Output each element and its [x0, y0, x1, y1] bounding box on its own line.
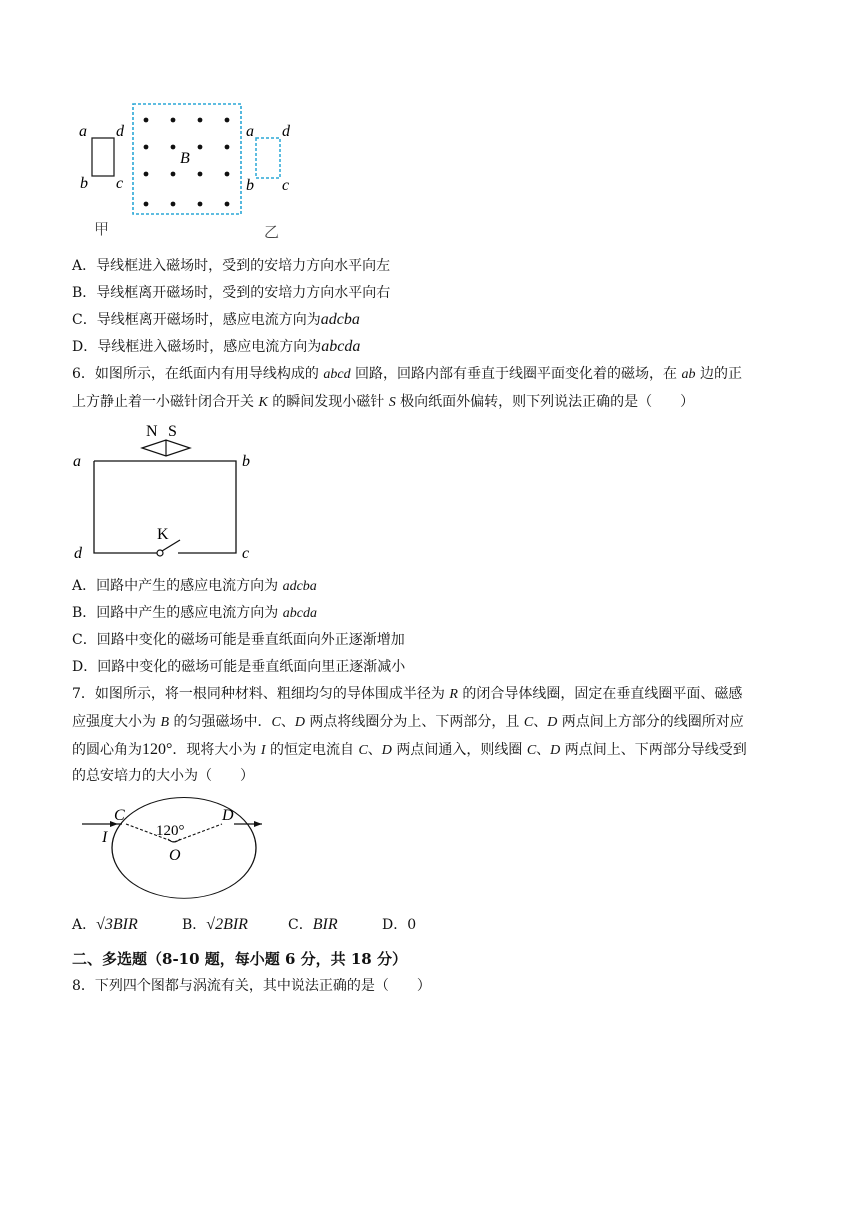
q7-stem-line3: 的圆心角为120°．现将大小为 I 的恒定电流自 C、D 两点间通入，则线圈 C、D 两点间上、下两部分导线受到 [72, 741, 747, 758]
q6-stem-line1: 6．如图所示，在纸面内有用导线构成的 abcd 回路，回路内部有垂直于线圈平面变化着的磁场，在 ab 边的正 [72, 366, 742, 382]
q5-option-d: D．导线框进入磁场时，感应电流方向为abcda [72, 338, 361, 355]
q5-option-c: C．导线框离开磁场时，感应电流方向为adcba [72, 311, 360, 328]
magnet-s-label: S [168, 423, 177, 440]
field-label-b: B [180, 150, 190, 167]
q6-option-a: A．回路中产生的感应电流方向为 adcba [72, 578, 317, 594]
q6-option-b: B．回路中产生的感应电流方向为 abcda [72, 605, 317, 621]
q7-options-row [72, 915, 416, 935]
corner-label-d: d [74, 545, 82, 562]
q7-option-b: B．√2BIR [182, 916, 248, 933]
label-b-right: b [246, 177, 254, 194]
label-a-left: a [79, 123, 87, 140]
q7-stem-line2: 应强度大小为 B 的匀强磁场中．C、D 两点将线圈分为上、下两部分，且 C、D 两点间上方部分的线圈所对应 [72, 714, 744, 730]
output-arrow [254, 821, 262, 827]
q6-option-c: C．回路中变化的磁场可能是垂直纸面向外正逐渐增加 [72, 632, 405, 648]
corner-label-c: c [242, 545, 250, 562]
current-label-i: I [102, 829, 108, 846]
magnet-n-label: N [146, 423, 158, 440]
wire-frame-left [92, 138, 114, 176]
q5-option-a: A．导线框进入磁场时，受到的安培力方向水平向左 [72, 258, 391, 274]
q8-stem: 8．下列四个图都与涡流有关，其中说法正确的是（ ） [72, 978, 431, 994]
corner-label-a: a [73, 453, 81, 470]
figure-q6 [70, 416, 270, 564]
q7-stem-line1: 7．如图所示，将一根同种材料、粗细均匀的导体围成半径为 R 的闭合导体线圈，固定在垂直线圈平面、磁感 [72, 686, 743, 702]
label-d-left: d [116, 123, 124, 140]
angle-label: 120° [156, 823, 185, 839]
label-c-right: c [282, 177, 290, 194]
figure-q5 [70, 96, 320, 246]
wire-frame-right [256, 138, 280, 178]
caption-yi: 乙 [264, 225, 280, 241]
switch-label-k: K [157, 526, 169, 543]
section-2-heading: 二、多选题（8-10 题，每小题 6 分，共 18 分） [72, 950, 407, 968]
caption-jia: 甲 [94, 222, 110, 238]
center-label-o: O [169, 847, 181, 864]
conductor-coil [112, 798, 256, 899]
label-a-right: a [246, 123, 254, 140]
compass-needle [142, 440, 190, 456]
q6-stem-line2: 上方静止着一小磁针闭合开关 K 的瞬间发现小磁针 S 极向纸面外偏转，则下列说法正确的是（ ） [72, 394, 695, 410]
label-d-right: d [282, 123, 290, 140]
q7-stem-line4: 的总安培力的大小为（ ） [72, 768, 254, 784]
point-label-d: D [222, 807, 234, 824]
point-label-c: C [114, 807, 125, 824]
q6-option-d: D．回路中变化的磁场可能是垂直纸面向里正逐渐减小 [72, 659, 406, 675]
q5-option-b: B．导线框离开磁场时，受到的安培力方向水平向右 [72, 285, 391, 301]
corner-label-b: b [242, 453, 250, 470]
q7-option-d: D．0 [382, 917, 417, 933]
label-c-left: c [116, 175, 124, 192]
angle-arc [168, 839, 180, 842]
figure-q7 [76, 794, 268, 902]
q7-option-c: C．BIR [288, 916, 338, 933]
q7-option-a: A．√3BIR [72, 916, 138, 933]
label-b-left: b [80, 175, 88, 192]
